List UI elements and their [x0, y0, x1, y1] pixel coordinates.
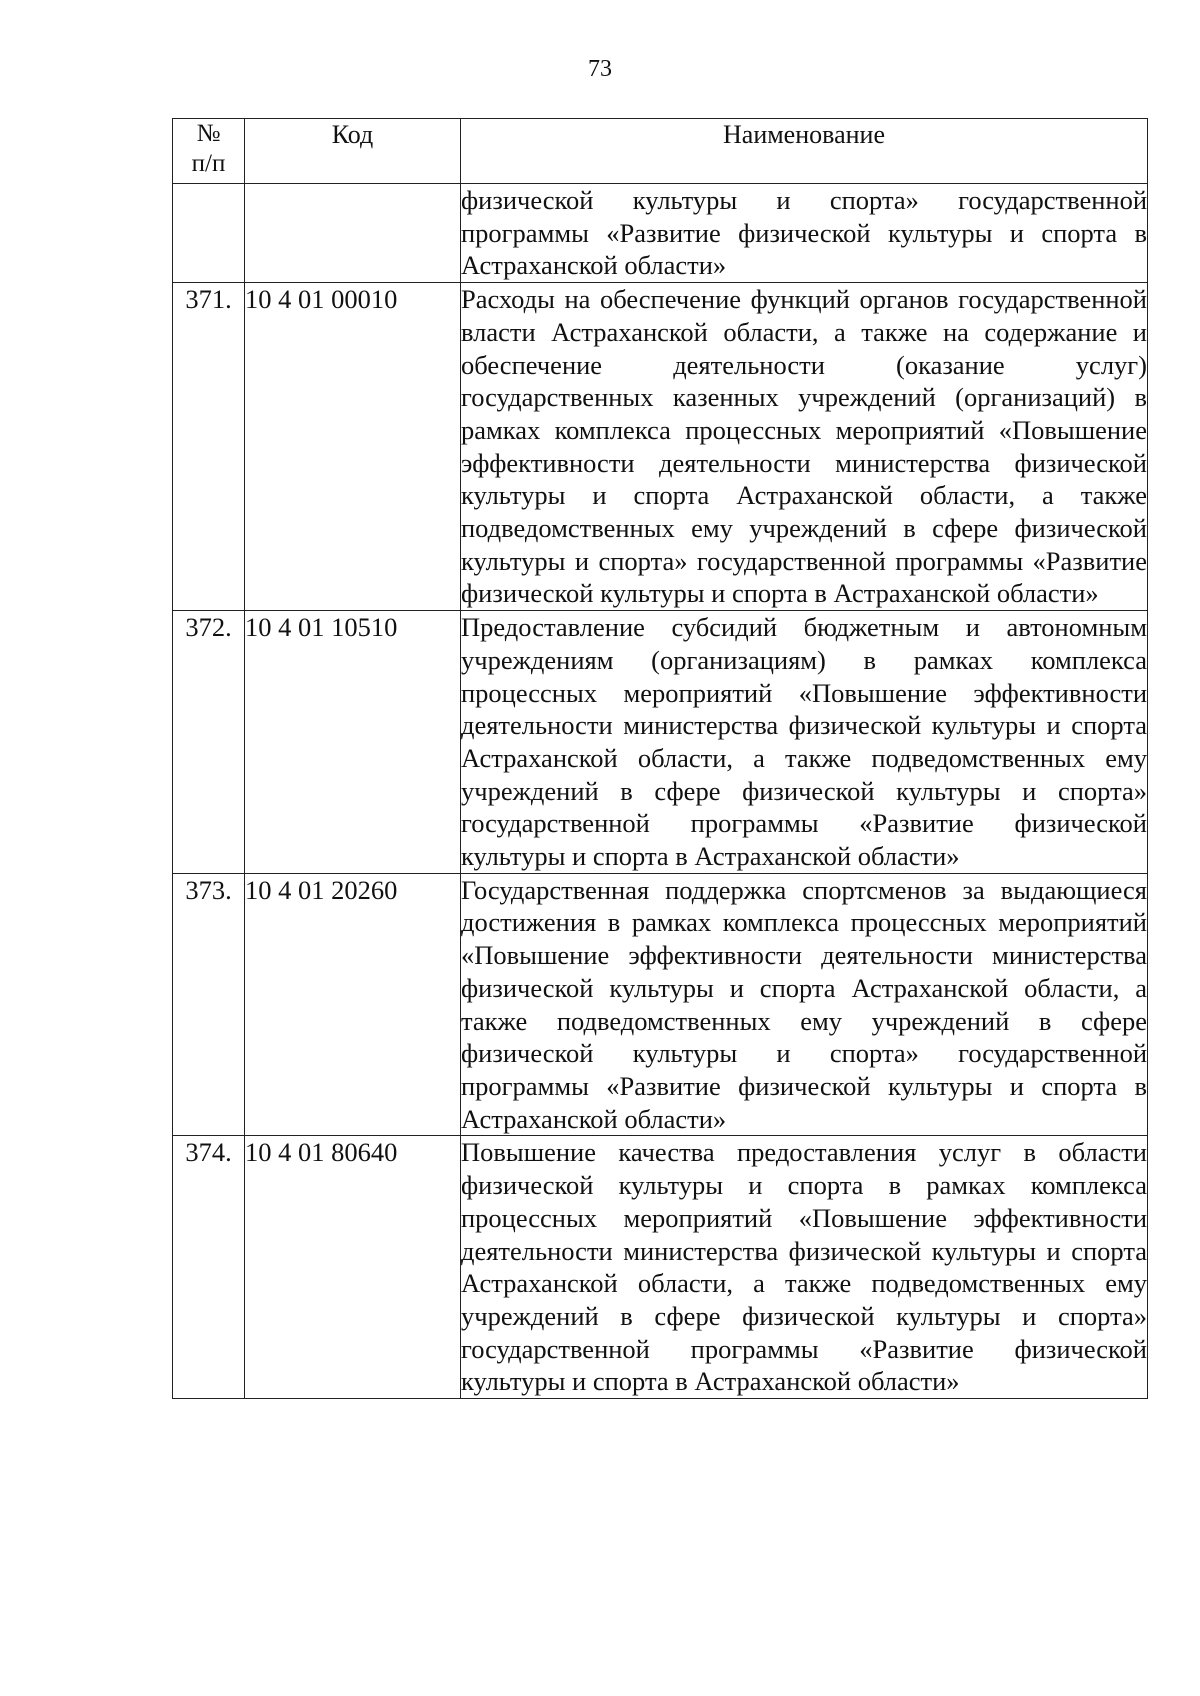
cell-code: 10 4 01 20260 — [245, 873, 461, 1136]
cell-number — [173, 184, 245, 283]
header-number — [173, 119, 245, 184]
table-row-continuation — [173, 184, 1148, 283]
cell-name: Предоставление субсидий бюджетным и автономным учреждениям (организациям) в рамках комплекса процессных мероприятий «Повышение эффективности деятельности министерства физической культуры и спорта Астраханской области, а также подведомственных ему учреждений в сфере физической культуры и спорта» государственной программы «Развитие физической культуры и спорта в Астраханской области» — [461, 611, 1148, 874]
document-table — [172, 118, 1148, 1399]
cell-code: 10 4 01 80640 — [245, 1136, 461, 1399]
table-row — [173, 611, 1148, 874]
header-name: Наименование — [461, 119, 1148, 184]
cell-name: Повышение качества предоставления услуг в области физической культуры и спорта в рамках комплекса процессных мероприятий «Повышение эффективности деятельности министерства физической культуры и спорта Астраханской области, а также подведомственных ему учреждений в сфере физической культуры и спорта» государственной программы «Развитие физической культуры и спорта в Астраханской области» — [461, 1136, 1148, 1399]
table-header-row — [173, 119, 1148, 184]
header-number-abbrev: п/п — [191, 150, 226, 177]
cell-number: 371. — [173, 283, 245, 611]
table-row — [173, 873, 1148, 1136]
cell-name: Государственная поддержка спортсменов за выдающиеся достижения в рамках комплекса процессных мероприятий «Повышение эффективности деятельности министерства физической культуры и спорта Астраханской области, а также подведомственных ему учреждений в сфере физической культуры и спорта» государственной программы «Развитие физической культуры и спорта в Астраханской области» — [461, 873, 1148, 1136]
header-code: Код — [245, 119, 461, 184]
cell-code — [245, 184, 461, 283]
cell-name: Расходы на обеспечение функций органов государственной власти Астраханской области, а также на содержание и обеспечение деятельности (оказание услуг) государственных казенных учреждений (организаций) в рамках комплекса процессных мероприятий «Повышение эффективности деятельности министерства физической культуры и спорта Астраханской области, а также подведомственных ему учреждений в сфере физической культуры и спорта» государственной программы «Развитие физической культуры и спорта в Астраханской области» — [461, 283, 1148, 611]
table-row — [173, 1136, 1148, 1399]
page-number: 73 — [588, 56, 612, 82]
cell-number: 374. — [173, 1136, 245, 1399]
table-row — [173, 283, 1148, 611]
cell-number: 372. — [173, 611, 245, 874]
header-number-sign: № — [196, 120, 221, 147]
cell-name: физической культуры и спорта» государственной программы «Развитие физической культуры и спорта в Астраханской области» — [461, 184, 1148, 283]
cell-code: 10 4 01 10510 — [245, 611, 461, 874]
cell-code: 10 4 01 00010 — [245, 283, 461, 611]
cell-number: 373. — [173, 873, 245, 1136]
